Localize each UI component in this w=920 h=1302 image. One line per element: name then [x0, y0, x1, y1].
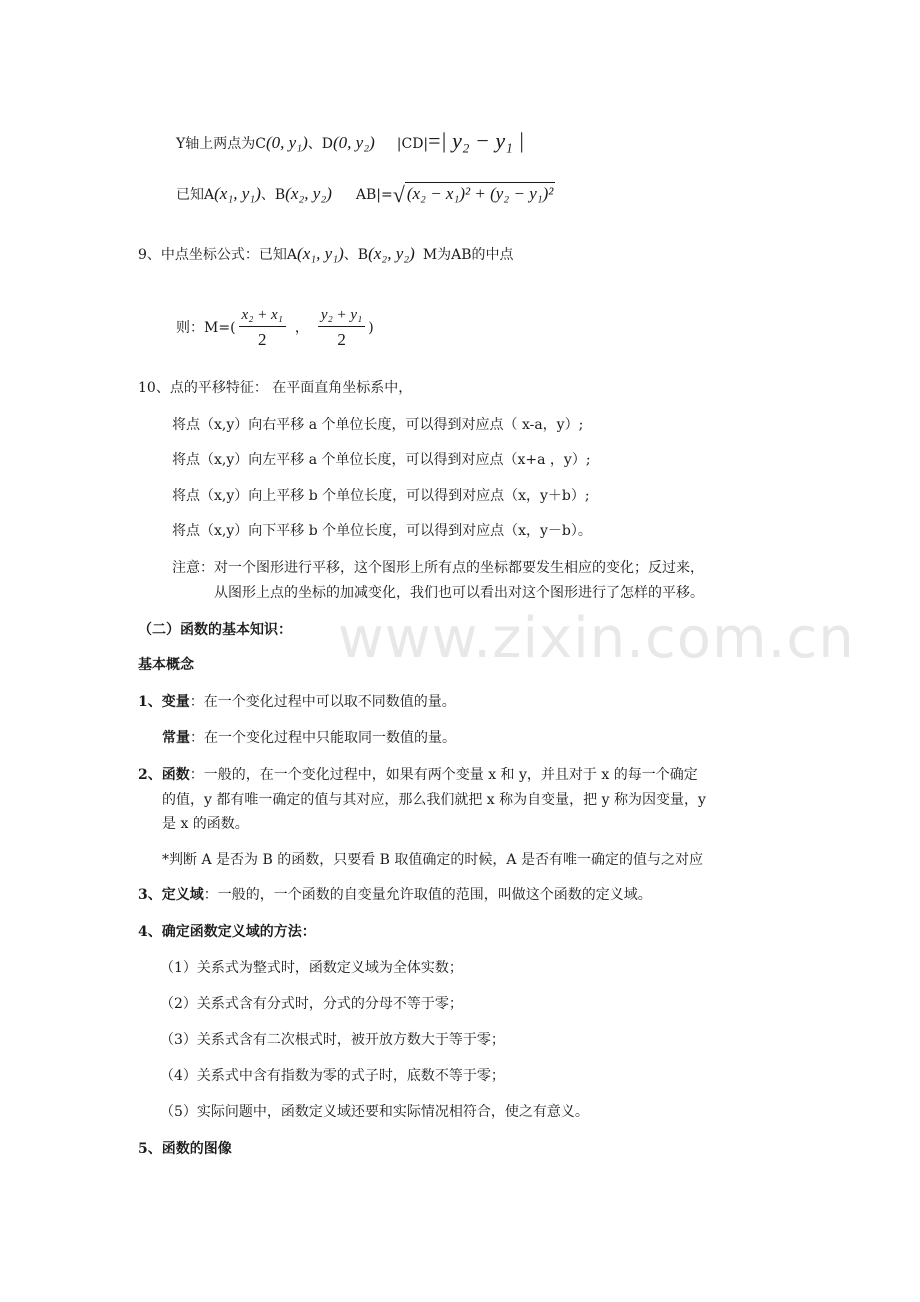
item-number: 3、 [138, 887, 162, 903]
item-variable [138, 694, 456, 711]
item-text: ：一般的，在一个变化过程中，如果有两个变量 x 和 y，并且对于 x 的每一个确定 [189, 767, 698, 783]
cd-rhs: | y₂ − y₁ | [440, 128, 525, 153]
domain-method-item: （1）关系式为整式时，函数定义域为全体实数； [160, 960, 463, 976]
cd-equals: = [428, 128, 441, 153]
domain-method-item: （3）关系式含有二次根式时，被开放方数大于等于零； [160, 1032, 505, 1048]
watermark: www.zixin.com.cn [338, 606, 855, 671]
point-d-coord: (0, y₂) [332, 133, 375, 152]
ab-lhs: AB|= [355, 187, 393, 203]
item-function-line2: 的值，y 都有唯一确定的值与其对应，那么我们就把 x 称为自变量，把 y 称为因变量，y [162, 792, 706, 808]
translation-note-line1: 注意：对一个图形进行平移，这个图形上所有点的坐标都要发生相应的变化；反过来， [172, 560, 704, 576]
item-number: 1、 [138, 694, 162, 710]
point-b-coord: (x₂, y₂) [285, 184, 332, 203]
domain-methods-title: 4、确定函数定义域的方法： [138, 924, 316, 940]
ab-distance-line [176, 182, 555, 208]
item-function [138, 767, 698, 784]
ab-sqrt: √ (x₂ − x₁)² + (y₂ − y₁)² [392, 182, 554, 207]
separator: 、 [307, 136, 322, 152]
function-graph-title: 5、函数的图像 [138, 1141, 232, 1157]
translation-rule: 将点（x,y）向左平移 a 个单位长度，可以得到对应点（x+a ，y）; [172, 452, 591, 468]
formula-comma: ， [294, 319, 309, 336]
translation-note-line2: 从图形上点的坐标的加减变化，我们也可以看出对这个图形进行了怎样的平移。 [214, 585, 704, 601]
section-title: （二）函数的基本知识： [138, 622, 292, 638]
translation-rule: 将点（x,y）向右平移 a 个单位长度，可以得到对应点（ x-a，y）; [172, 417, 584, 433]
point-b-label: B [274, 187, 286, 203]
translation-rule: 将点（x,y）向上平移 b 个单位长度，可以得到对应点（x，y＋b）; [172, 488, 590, 504]
midpoint-tail: M为AB的中点 [422, 247, 514, 263]
term-variable: 变量 [161, 694, 190, 710]
item-constant [162, 730, 456, 747]
domain-method-item: （4）关系式中含有指数为零的式子时，底数不等于零； [160, 1068, 505, 1084]
item-text: ：在一个变化过程中只能取同一数值的量。 [190, 730, 456, 746]
point-a-label: A [286, 247, 298, 263]
cd-lhs: |CD| [396, 136, 429, 152]
point-d-label: D [321, 136, 333, 152]
item-function-line3: 是 x 的函数。 [162, 816, 249, 832]
fraction-y-denominator: 2 [337, 330, 346, 349]
y-axis-prefix: Y轴上两点为 [176, 136, 256, 152]
domain-method-item: （2）关系式含有分式时，分式的分母不等于零； [160, 996, 463, 1012]
item-domain [138, 887, 652, 904]
midpoint-formula [176, 306, 374, 350]
midpoint-title-text: 9、中点坐标公式：已知 [138, 247, 287, 263]
item-text: ：一般的，一个函数的自变量允许取值的范围，叫做这个函数的定义域。 [203, 887, 652, 903]
item-function-note: *判断 A 是否为 B 的函数，只要看 B 取值确定的时候，A 是否有唯一确定的值与之对应 [162, 852, 703, 868]
fraction-x [239, 306, 286, 350]
formula-close: ) [368, 319, 374, 336]
fraction-x-denominator: 2 [257, 330, 267, 349]
formula-prefix: 则：M=( [176, 319, 236, 336]
point-a-coord: (x₁, y₁) [214, 184, 261, 203]
fraction-y-numerator: y₂ + y₁ [318, 306, 365, 327]
point-c-label: C [255, 136, 266, 152]
term-domain: 定义域 [161, 887, 204, 903]
item-text: ：在一个变化过程中可以取不同数值的量。 [189, 694, 456, 710]
term-constant: 常量 [162, 730, 190, 746]
point-a-label: A [204, 187, 215, 203]
domain-method-item: （5）实际问题中，函数定义域还要和实际情况相符合，使之有意义。 [160, 1104, 589, 1120]
separator: 、 [260, 187, 275, 203]
point-b-label: B [357, 247, 369, 263]
known-prefix: 已知 [176, 187, 204, 203]
term-function: 函数 [161, 767, 190, 783]
point-b-coord: (x₂, y₂) [368, 244, 415, 263]
point-a-coord: (x₁, y₁) [297, 244, 344, 263]
translation-title: 10、点的平移特征： 在平面直角坐标系中， [138, 380, 413, 396]
midpoint-title [138, 244, 514, 264]
fraction-x-numerator: x₂ + x₁ [239, 306, 286, 327]
translation-rule: 将点（x,y）向下平移 b 个单位长度，可以得到对应点（x，y－b）。 [172, 523, 592, 539]
item-number: 2、 [138, 767, 162, 783]
y-axis-distance-line [176, 128, 524, 154]
separator: 、 [343, 247, 358, 263]
fraction-y [318, 306, 365, 350]
point-c-coord: (0, y₁) [265, 133, 308, 152]
ab-radicand: (x₂ − x₁)² + (y₂ − y₁)² [406, 184, 554, 203]
basic-concepts-title: 基本概念 [138, 657, 194, 673]
